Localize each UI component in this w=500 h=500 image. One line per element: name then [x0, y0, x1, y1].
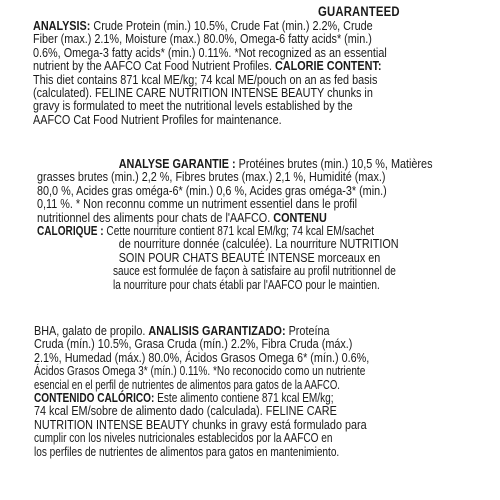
- es-contenido-calorico-label: CONTENIDO CALÓRICO:: [34, 391, 155, 406]
- en-line-4: nutrient by the AAFCO Cat Food Nutrient Profiles. CALORIE CONTENT:: [33, 59, 382, 74]
- es-line-8: NUTRITION INTENSE BEAUTY chunks in gravy está formulado para: [34, 417, 367, 432]
- fr-line-6: CALORIQUE : Cette nourriture contient 871 kcal EM/kg; 74 kcal EM/sachet: [37, 224, 375, 239]
- fr-line-2: grasses brutes (min.) 2,2 %, Fibres brutes (max.) 2,1 %, Humidité (max.): [37, 170, 386, 185]
- en-line-1: ANALYSIS: Crude Protein (min.) 10.5%, Crude Fat (min.) 2.2%, Crude: [33, 19, 373, 33]
- es-line-9: cumplir con los niveles nutricionales establecidos por la AAFCO en: [34, 431, 333, 446]
- fr-line-10: la nourriture pour chats établi par l'AAFCO pour le maintien.: [113, 277, 380, 292]
- en-line-5: This diet contains 871 kcal ME/kg; 74 kcal ME/pouch on an as fed basis: [33, 72, 378, 87]
- fr-line-4: 0,11 %. * Non reconnu comme un nutriment essentiel dans le profil: [37, 197, 358, 212]
- fr-line-9: sauce est formulée de façon à satisfaire au profil nutritionnel de: [113, 264, 396, 279]
- es-line-1: BHA, galato de propilo. ANALISIS GARANTIZADO: Proteína: [34, 324, 330, 338]
- guaranteed-heading: GUARANTEED: [318, 4, 400, 19]
- en-line-7: gravy is formulated to meet the nutritional levels established by the: [33, 99, 353, 114]
- en-calorie-content-label: CALORIE CONTENT:: [274, 59, 382, 74]
- es-line-3: 2.1%, Humedad (máx.) 80.0%, Ácidos Grasos Omega 6* (mín.) 0.6%,: [34, 350, 370, 365]
- en-line-8: AAFCO Cat Food Nutrient Profiles for maintenance.: [33, 112, 282, 127]
- es-line-4: Ácidos Grasos Omega 3* (mín.) 0.11%. *No reconocido como un nutriente: [34, 364, 366, 379]
- fr-line-5: nutritionnel des aliments pour chats de l'AAFCO. CONTENU: [37, 210, 327, 225]
- es-line-6: CONTENIDO CALÓRICO: Este alimento contiene 871 kcal EM/kg;: [34, 391, 334, 406]
- fr-line-1: ANALYSE GARANTIE : Protéines brutes (min.) 10,5 %, Matières: [118, 157, 433, 171]
- es-line-7: 74 kcal EM/sobre de alimento dado (calculada). FELINE CARE: [34, 404, 337, 419]
- es-analisis-garantizado-label: ANALISIS GARANTIZADO:: [148, 324, 286, 338]
- english-analysis-block: [33, 20, 444, 127]
- en-analysis-label: ANALYSIS:: [33, 19, 91, 33]
- fr-contenu-label: CONTENU: [273, 210, 327, 225]
- en-line-2: Fiber (max.) 2.1%, Moisture (max.) 80.0%, Omega-6 fatty acids* (min.): [33, 32, 372, 47]
- fr-line-7: de nourriture donnée (calculée). La nourriture NUTRITION: [118, 237, 399, 252]
- es-line-10: los perfiles de nutrientes de alimentos para gatos en mantenimiento.: [34, 444, 340, 459]
- es-line-5: esencial en el perfil de nutrientes de alimentos para gatos de la AAFCO.: [34, 377, 340, 392]
- fr-analyse-garantie-label: ANALYSE GARANTIE :: [118, 157, 236, 171]
- fr-calorique-label: CALORIQUE :: [37, 224, 104, 239]
- french-analysis-block: [37, 158, 497, 292]
- en-line-3: 0.6%, Omega-3 fatty acids* (min.) 0.11%. *Not recognized as an essential: [33, 45, 387, 60]
- spanish-analysis-block: [34, 325, 448, 459]
- fr-line-8: SOIN POUR CHATS BEAUTÉ INTENSE morceaux en: [118, 250, 381, 265]
- en-line-6: (calculated). FELINE CARE NUTRITION INTENSE BEAUTY chunks in: [33, 86, 373, 101]
- fr-line-3: 80,0 %, Acides gras oméga-6* (min.) 0,6 %, Acides gras oméga-3* (min.): [37, 183, 387, 198]
- es-line-2: Cruda (mín.) 10.5%, Grasa Cruda (mín.) 2.2%, Fibra Cruda (máx.): [34, 337, 353, 352]
